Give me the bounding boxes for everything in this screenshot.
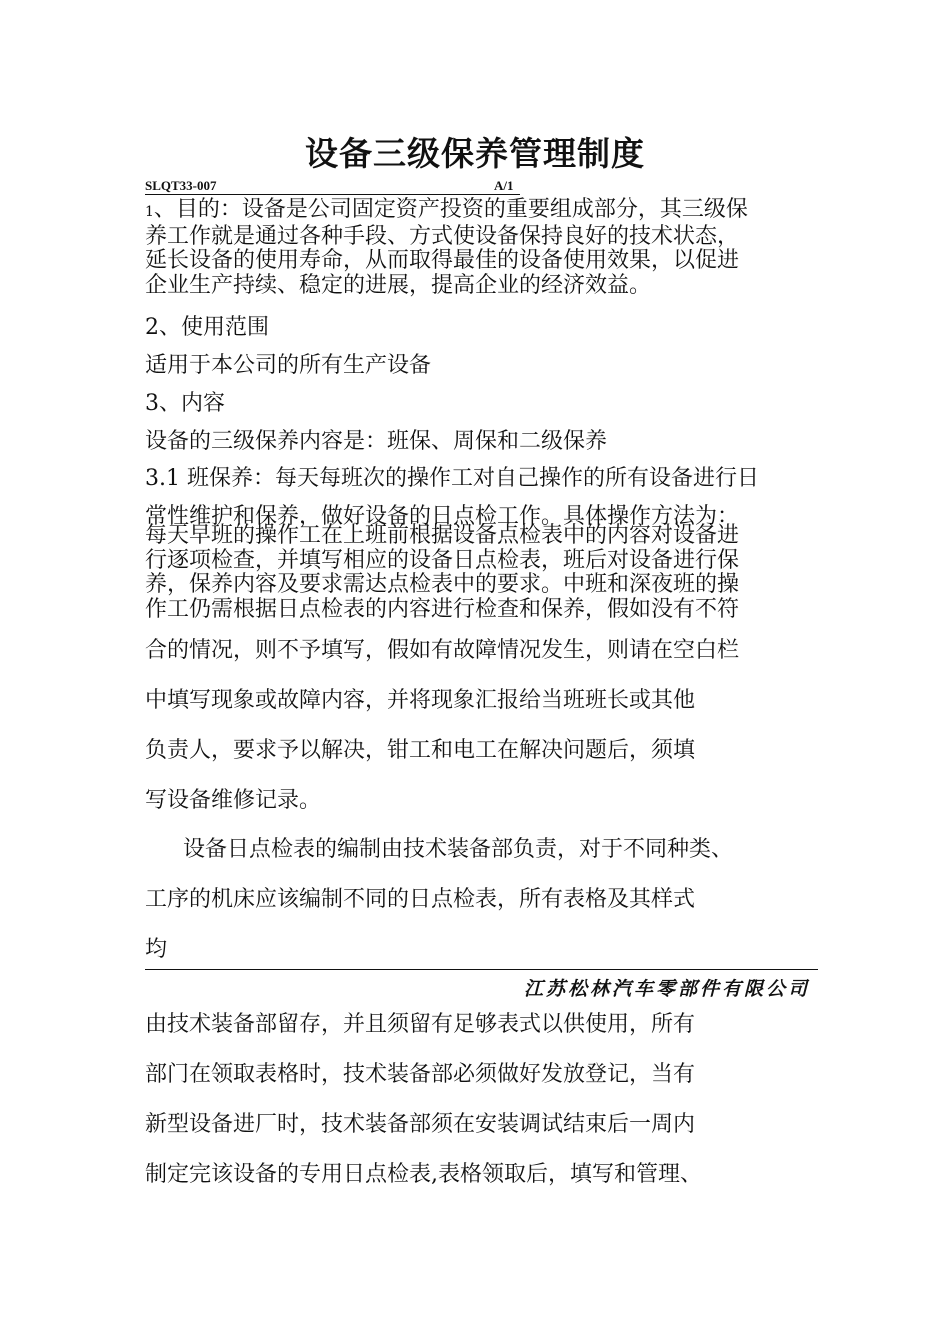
wide-line-4: 写设备维修记录。 [145, 788, 322, 813]
dense-line-2: 行逐项检查，并填写相应的设备日点检表，班后对设备进行保 [145, 547, 740, 573]
dense-line-3: 养，保养内容及要求需达点检表中的要求。中班和深夜班的操 [145, 572, 740, 597]
code-underline [145, 194, 520, 195]
continuation-line-2: 部门在领取表格时，技术装备部必须做好发放登记，当有 [145, 1062, 696, 1087]
section1-number: 1 [145, 204, 154, 220]
section3-1-line-1: 3.1 班保养：每天每班次的操作工对自己操作的所有设备进行日 [145, 466, 759, 491]
para2-line-3: 均 [145, 937, 168, 962]
section1-line-3: 延长设备的使用寿命，从而取得最佳的设备使用效果，以促进 [145, 248, 740, 273]
dense-line-1: 每天早班的操作工在上班前根据设备点检表中的内容对设备进 [145, 523, 740, 548]
dense-line-4: 作工仍需根据日点检表的内容进行检查和保养，假如没有不符 [145, 596, 740, 622]
section3-1-dense-block [145, 524, 739, 622]
footer-rule [145, 969, 818, 970]
para2-line-1: 设备日点检表的编制由技术装备部负责，对于不同种类、 [183, 837, 734, 862]
continuation-line-4: 制定完该设备的专用日点检表,表格领取后，填写和管理、 [145, 1162, 702, 1187]
wide-line-3: 负责人，要求予以解决，钳工和电工在解决问题后，须填 [145, 738, 696, 763]
section3-1-line-2: 常性维护和保养，做好设备的日点检工作。具体操作方法为： [145, 504, 740, 529]
section1-line-2: 养工作就是通过各种手段、方式使设备保持良好的技术状态， [145, 223, 740, 249]
company-name: 江苏松林汽车零部件有限公司 [523, 978, 810, 1000]
section1-line-4: 企业生产持续、稳定的进展，提高企业的经济效益。 [145, 272, 652, 298]
section1-line-1: 1、目的：设备是公司固定资产投资的重要组成部分，其三级保 [145, 197, 748, 222]
section3-heading: 3、内容 [145, 391, 225, 416]
section2-text: 适用于本公司的所有生产设备 [145, 353, 432, 378]
para2-line-2: 工序的机床应该编制不同的日点检表，所有表格及其样式 [145, 887, 696, 912]
document-title: 设备三级保养管理制度 [305, 134, 645, 173]
continuation-line-1: 由技术装备部留存，并且须留有足够表式以供使用，所有 [145, 1012, 696, 1037]
document-revision: A/1 [494, 178, 514, 193]
wide-line-2: 中填写现象或故障内容，并将现象汇报给当班班长或其他 [145, 688, 696, 713]
section2-heading: 2、使用范围 [145, 315, 269, 340]
document-code: SLQT33-007 [145, 178, 217, 193]
wide-line-1: 合的情况，则不予填写，假如有故障情况发生，则请在空白栏 [145, 638, 740, 663]
continuation-line-3: 新型设备进厂时，技术装备部须在安装调试结束后一周内 [145, 1112, 696, 1137]
section1-purpose [145, 198, 748, 298]
section3-intro: 设备的三级保养内容是：班保、周保和二级保养 [145, 429, 608, 454]
